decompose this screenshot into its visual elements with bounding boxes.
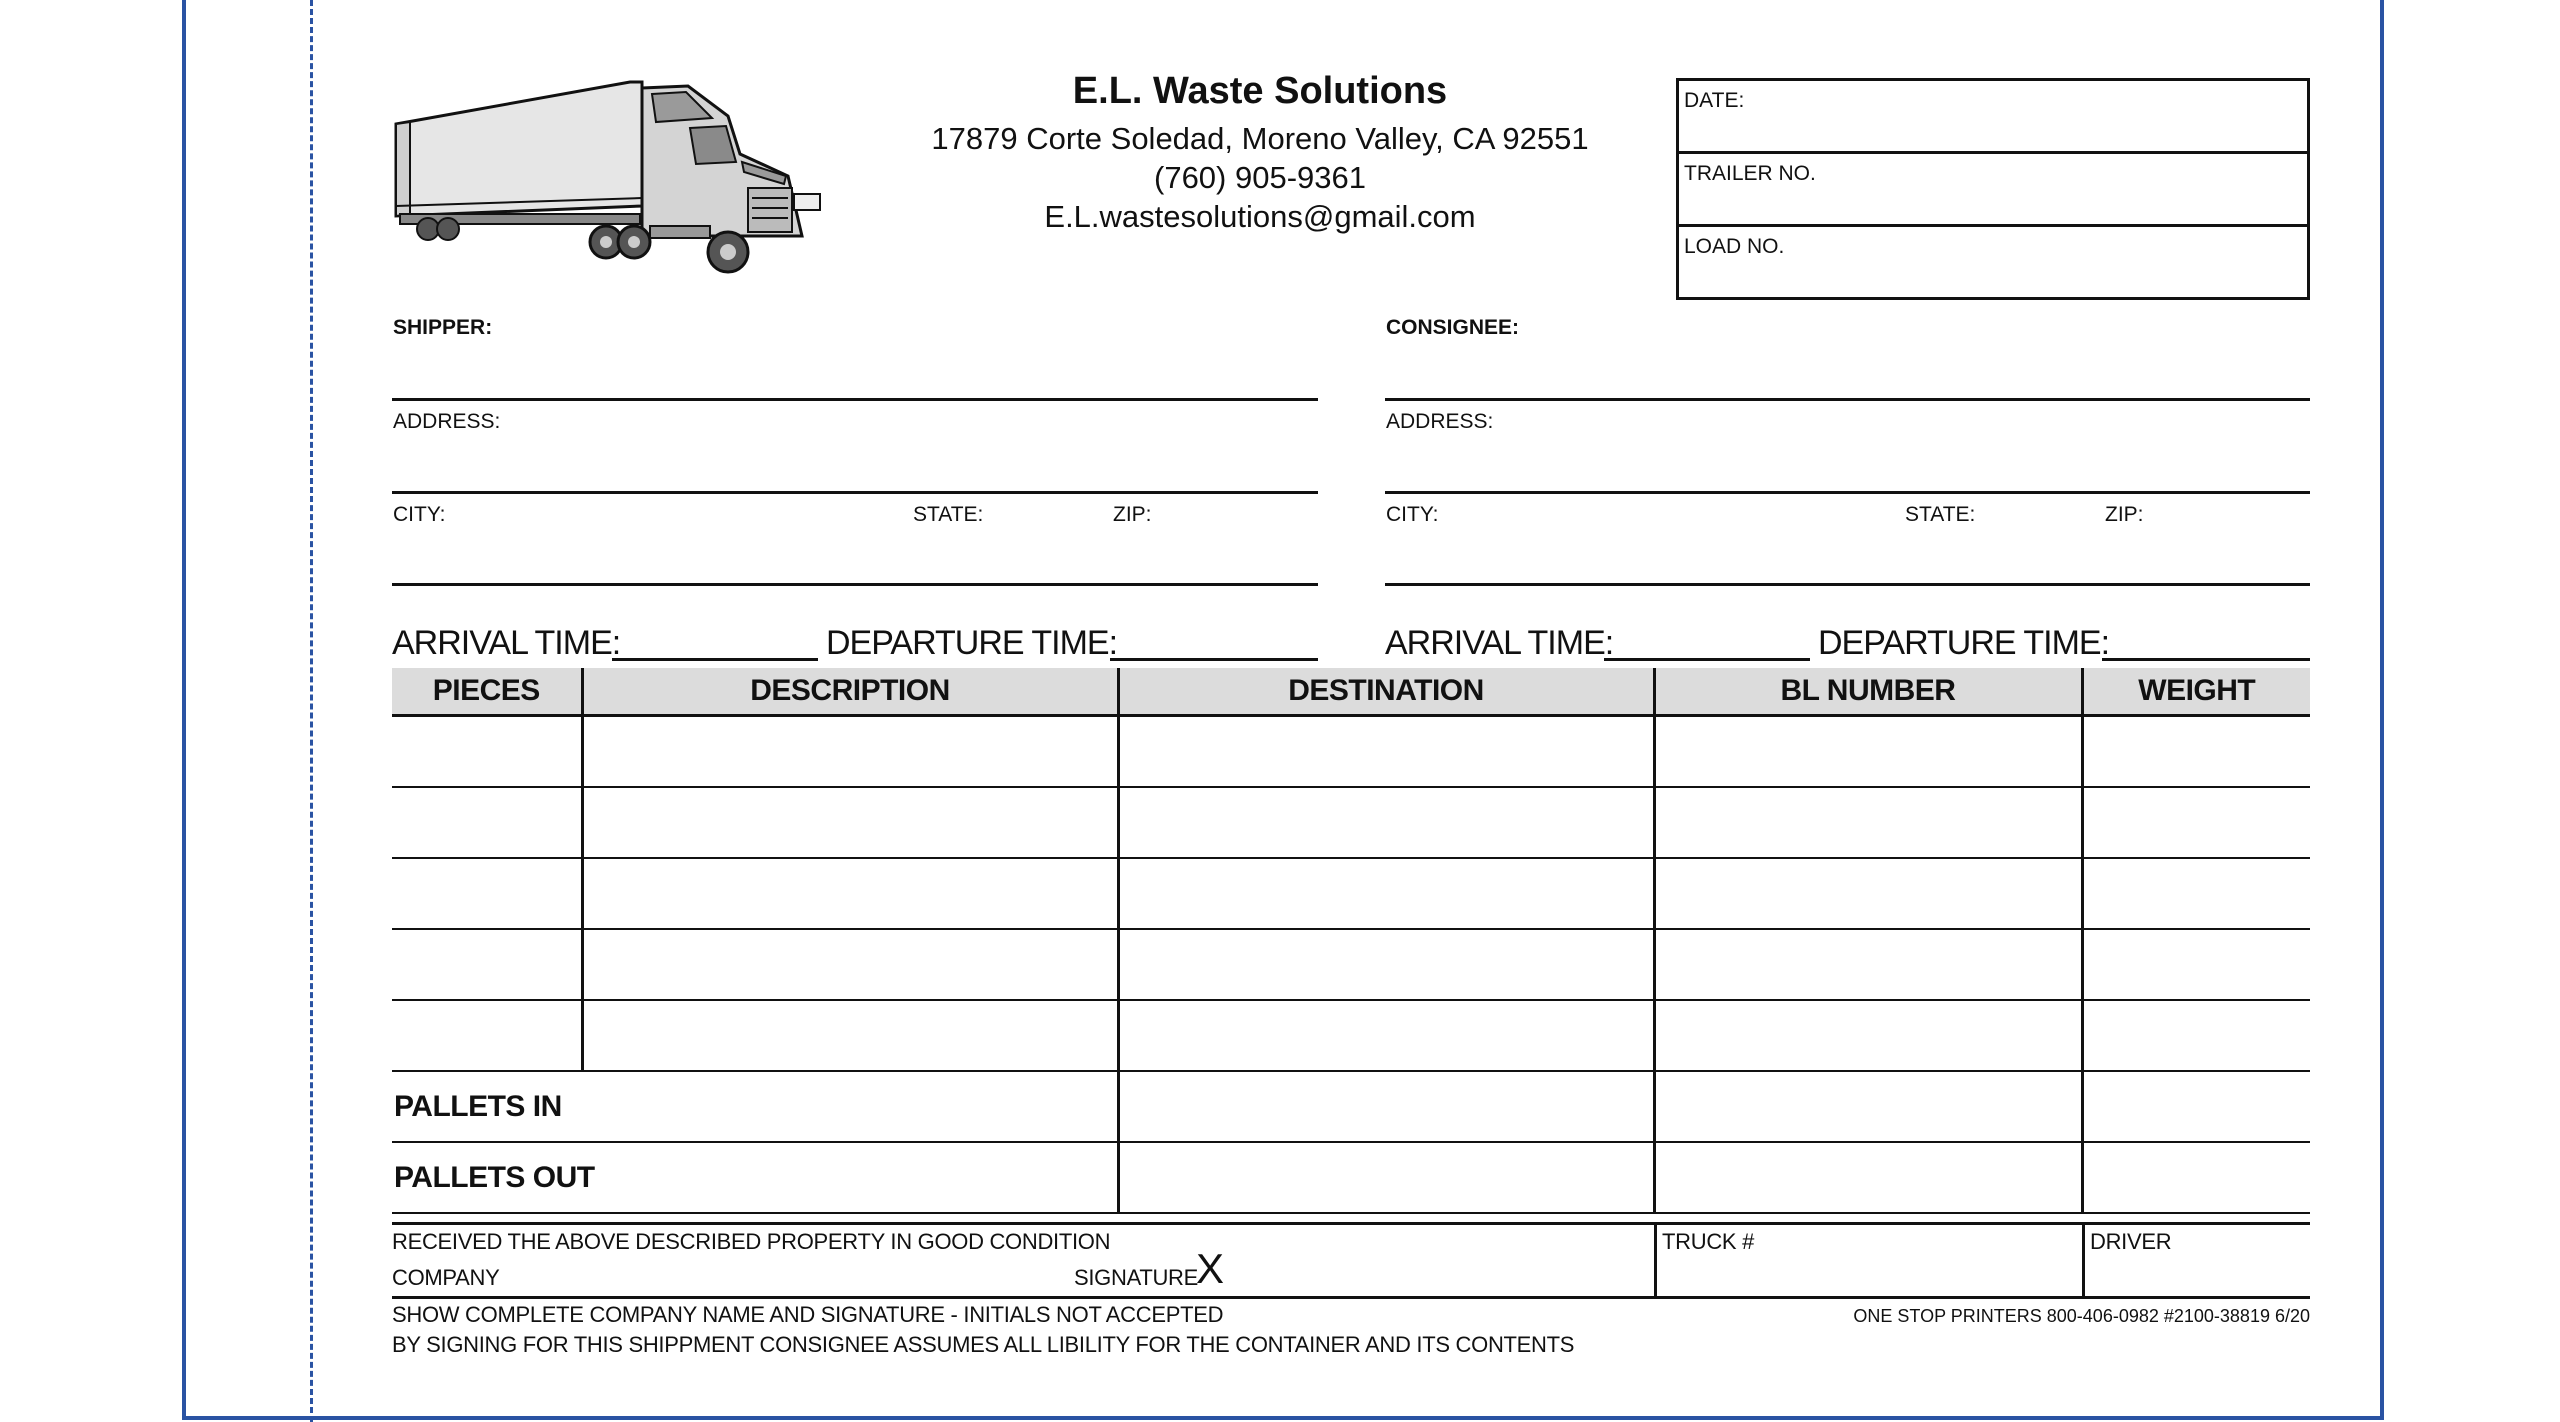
company-email: E.L.wastesolutions@gmail.com — [1044, 199, 1476, 234]
driver-label[interactable]: DRIVER — [2090, 1229, 2172, 1254]
company-signature-label[interactable]: COMPANY — [392, 1265, 500, 1290]
shipper-address-line[interactable] — [392, 491, 1318, 494]
consignee-arrival-label: ARRIVAL TIME: — [1385, 624, 1614, 662]
table-header-row — [392, 668, 2310, 716]
table-row — [392, 716, 2310, 788]
col-pieces: PIECES — [392, 668, 582, 716]
shipper-label: SHIPPER: — [393, 316, 493, 339]
consignee-address-label: ADDRESS: — [1386, 410, 1494, 433]
bl-number-cell[interactable] — [1654, 787, 2082, 858]
table-row — [392, 1000, 2310, 1071]
date-label: DATE: — [1684, 89, 1745, 112]
footer-note-2: BY SIGNING FOR THIS SHIPPMENT CONSIGNEE ASSUMES ALL LIBILITY FOR THE CONTAINER AND ITS CONTENTS — [392, 1332, 1575, 1357]
footer-note-1: SHOW COMPLETE COMPANY NAME AND SIGNATURE - INITIALS NOT ACCEPTED — [392, 1302, 1224, 1327]
shipper-name-line[interactable] — [392, 398, 1318, 401]
bl-number-cell[interactable] — [1654, 858, 2082, 929]
pieces-cell[interactable] — [392, 1000, 582, 1071]
load-label: LOAD NO. — [1684, 235, 1785, 258]
consignee-city-label: CITY: — [1386, 503, 1439, 526]
description-cell[interactable] — [582, 716, 1118, 788]
col-weight: WEIGHT — [2082, 668, 2310, 716]
pieces-cell[interactable] — [392, 929, 582, 1000]
pallets-out-weight-cell[interactable] — [2082, 1142, 2310, 1213]
shipper-departure-label: DEPARTURE TIME: — [826, 624, 1118, 662]
table-row — [392, 787, 2310, 858]
weight-cell[interactable] — [2082, 716, 2310, 788]
info-box — [1676, 78, 2310, 300]
date-field[interactable] — [1679, 81, 2307, 154]
shipper-city-label: CITY: — [393, 503, 446, 526]
bl-number-cell[interactable] — [1654, 716, 2082, 788]
weight-cell[interactable] — [2082, 787, 2310, 858]
pallets-in-weight-cell[interactable] — [2082, 1071, 2310, 1142]
company-address: 17879 Corte Soledad, Moreno Valley, CA 92551 — [931, 121, 1589, 156]
signature-divider-1 — [1654, 1225, 1657, 1296]
destination-cell[interactable] — [1118, 929, 1654, 1000]
weight-cell[interactable] — [2082, 858, 2310, 929]
load-field[interactable] — [1679, 227, 2307, 300]
printer-credit: ONE STOP PRINTERS 800-406-0982 #2100-38819 6/20 — [1853, 1306, 2310, 1326]
shipper-arrival-label: ARRIVAL TIME: — [392, 624, 621, 662]
consignee-departure-label: DEPARTURE TIME: — [1818, 624, 2110, 662]
col-destination: DESTINATION — [1118, 668, 1654, 716]
col-description: DESCRIPTION — [582, 668, 1118, 716]
table-row — [392, 858, 2310, 929]
consignee-arrival-line[interactable] — [1604, 658, 1810, 661]
shipper-address-label: ADDRESS: — [393, 410, 501, 433]
col-bl-number: BL NUMBER — [1654, 668, 2082, 716]
shipper-arrival-line[interactable] — [612, 658, 818, 661]
signature-block — [392, 1222, 2310, 1299]
perforation-line — [310, 0, 313, 1422]
description-cell[interactable] — [582, 929, 1118, 1000]
consignee-departure-line[interactable] — [2102, 658, 2310, 661]
semi-truck-icon — [390, 76, 870, 286]
pallets-in-bl-cell[interactable] — [1654, 1071, 2082, 1142]
company-phone: (760) 905-9361 — [1154, 160, 1366, 195]
signature-label[interactable]: SIGNATURE — [1074, 1265, 1199, 1290]
weight-cell[interactable] — [2082, 929, 2310, 1000]
shipper-zip-label: ZIP: — [1113, 503, 1152, 526]
consignee-name-line[interactable] — [1385, 398, 2310, 401]
signature-x-mark: X — [1196, 1245, 1225, 1292]
trailer-label: TRAILER NO. — [1684, 162, 1816, 185]
pallets-out-destination-cell[interactable] — [1118, 1142, 1654, 1213]
shipment-table — [392, 668, 2310, 1214]
signature-divider-2 — [2082, 1225, 2085, 1296]
destination-cell[interactable] — [1118, 858, 1654, 929]
description-cell[interactable] — [582, 787, 1118, 858]
received-statement: RECEIVED THE ABOVE DESCRIBED PROPERTY IN GOOD CONDITION — [392, 1229, 1111, 1254]
company-name: E.L. Waste Solutions — [1072, 70, 1448, 112]
pieces-cell[interactable] — [392, 787, 582, 858]
table-row — [392, 929, 2310, 1000]
shipper-city-line[interactable] — [392, 583, 1318, 586]
consignee-label: CONSIGNEE: — [1386, 316, 1520, 339]
pieces-cell[interactable] — [392, 716, 582, 788]
pallets-in-label: PALLETS IN — [392, 1071, 1118, 1142]
pieces-cell[interactable] — [392, 858, 582, 929]
bl-number-cell[interactable] — [1654, 929, 2082, 1000]
destination-cell[interactable] — [1118, 1000, 1654, 1071]
pallets-in-destination-cell[interactable] — [1118, 1071, 1654, 1142]
destination-cell[interactable] — [1118, 787, 1654, 858]
description-cell[interactable] — [582, 858, 1118, 929]
pallets-out-label: PALLETS OUT — [392, 1142, 1118, 1213]
truck-number-label[interactable]: TRUCK # — [1662, 1229, 1755, 1254]
shipper-departure-line[interactable] — [1110, 658, 1318, 661]
description-cell[interactable] — [582, 1000, 1118, 1071]
bl-number-cell[interactable] — [1654, 1000, 2082, 1071]
pallets-out-row — [392, 1142, 2310, 1213]
consignee-zip-label: ZIP: — [2105, 503, 2144, 526]
pallets-in-row — [392, 1071, 2310, 1142]
consignee-state-label: STATE: — [1905, 503, 1976, 526]
destination-cell[interactable] — [1118, 716, 1654, 788]
pallets-out-bl-cell[interactable] — [1654, 1142, 2082, 1213]
consignee-city-line[interactable] — [1385, 583, 2310, 586]
weight-cell[interactable] — [2082, 1000, 2310, 1071]
consignee-address-line[interactable] — [1385, 491, 2310, 494]
shipper-state-label: STATE: — [913, 503, 984, 526]
trailer-field[interactable] — [1679, 154, 2307, 227]
